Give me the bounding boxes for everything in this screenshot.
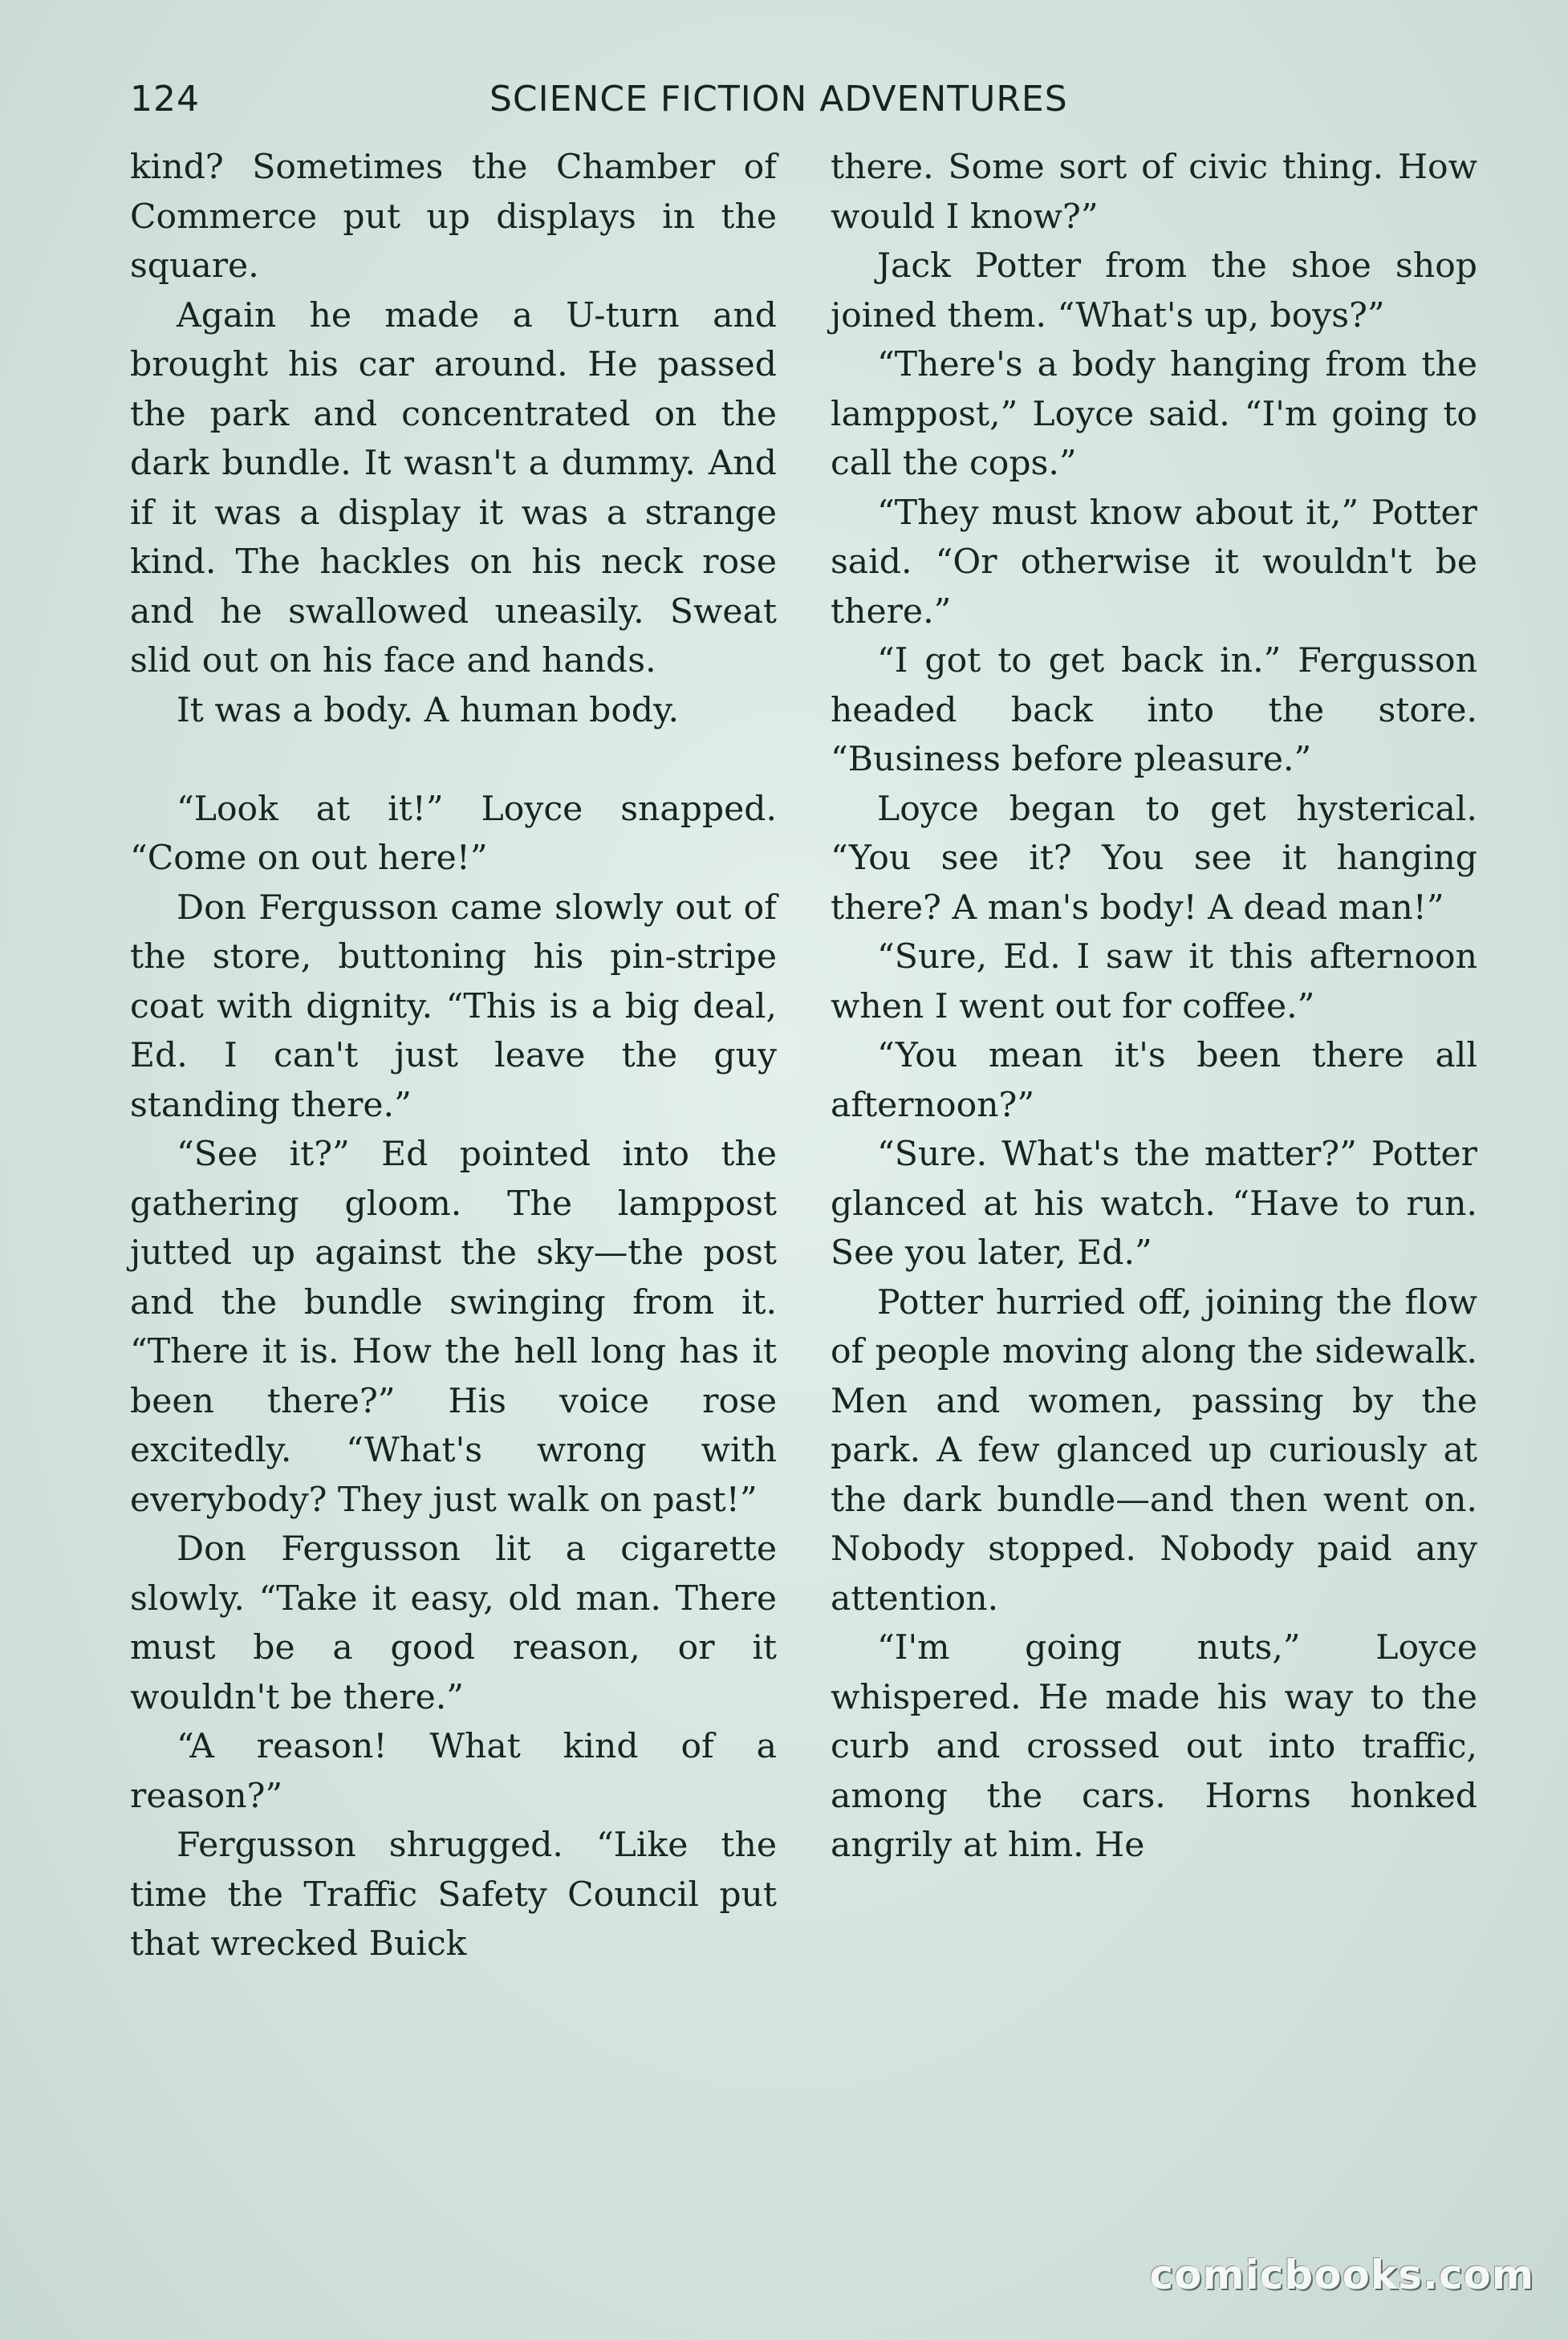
paragraph: “There's a body hanging from the lamppost,” Loyce said. “I'm going to call the cops.” — [831, 345, 1477, 483]
paragraph: “I'm going nuts,” Loyce whispered. He made his way to the curb and crossed out into traffic, among the cars. Horns honked angrily at him. He — [831, 1628, 1477, 1865]
paragraph: “A reason! What kind of a reason?” — [130, 1727, 777, 1816]
paragraph: Don Fergusson came slowly out of the store, buttoning his pin-stripe coat with dignity. “This is a big deal, Ed. I can't just leave the guy standing there.” — [130, 888, 777, 1125]
paragraph: “Sure. What's the matter?” Potter glanced at his watch. “Have to run. See you later, Ed.” — [831, 1135, 1477, 1273]
paragraph: “Look at it!” Loyce snapped. “Come on out here!” — [130, 789, 777, 878]
right-text-column — [831, 143, 1477, 1871]
paragraph: “They must know about it,” Potter said. “Or otherwise it wouldn't be there.” — [831, 493, 1477, 632]
paragraph: Potter hurried off, joining the flow of people moving along the sidewalk. Men and women, passing by the park. A few glanced up curiously at the dark bundle—and then went on. Nobody stopped. Nobody paid any attention. — [831, 1282, 1477, 1619]
page-number: 124 — [130, 79, 200, 120]
paragraph: Jack Potter from the shoe shop joined them. “What's up, boys?” — [831, 246, 1477, 335]
site-watermark: comicbooks.com — [1149, 2252, 1534, 2298]
paragraph: Again he made a U-turn and brought his car around. He passed the park and concentrated on the dark bundle. It wasn't a dummy. And if it was a display it was a strange kind. The hackles on his neck rose and he swallowed uneasily. Sweat slid out on his face and hands. — [130, 295, 777, 680]
paragraph: Don Fergusson lit a cigarette slowly. “Take it easy, old man. There must be a good reason, or it wouldn't be there.” — [130, 1530, 777, 1717]
paragraph: “I got to get back in.” Fergusson headed back into the store. “Business before pleasure.” — [831, 641, 1477, 779]
page-header — [130, 74, 1109, 130]
paragraph: It was a body. A human body. — [177, 690, 679, 730]
paragraph: there. Some sort of civic thing. How would I know?” — [831, 148, 1477, 237]
paragraph: “Sure, Ed. I saw it this afternoon when I went out for coffee.” — [831, 937, 1477, 1026]
paragraph: Loyce began to get hysterical. “You see it? You see it hanging there? A man's body! A dead man!” — [831, 789, 1477, 928]
paragraph: kind? Sometimes the Chamber of Commerce put up displays in the square. — [130, 148, 777, 286]
paragraph: “You mean it's been there all afternoon?” — [831, 1036, 1477, 1125]
paragraph: Fergusson shrugged. “Like the time the Traffic Safety Council put that wrecked Buick — [130, 1826, 777, 1964]
running-title: SCIENCE FICTION ADVENTURES — [489, 79, 1068, 120]
left-text-column — [130, 143, 777, 1969]
paragraph: “See it?” Ed pointed into the gathering gloom. The lamppost jutted up against the sky—the post and the bundle swinging from it. “There it is. How the hell long has it been there?” His voice rose excitedly. “What's wrong with everybody? They just walk on past!” — [130, 1135, 777, 1520]
